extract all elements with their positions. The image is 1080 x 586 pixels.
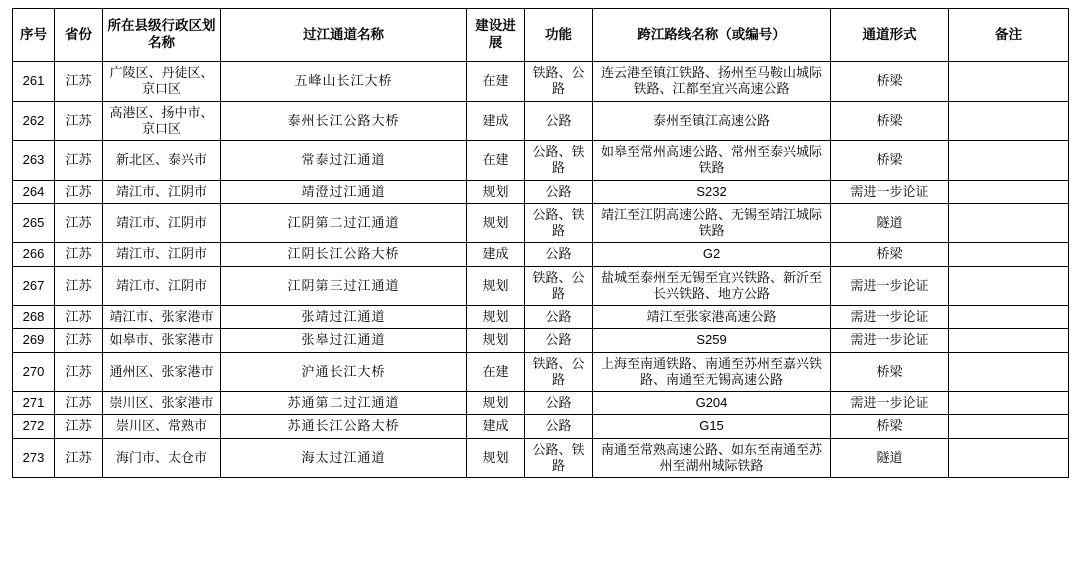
cell-note [949,438,1069,478]
cell-note [949,180,1069,203]
cell-index: 269 [13,329,55,352]
header-name: 过江通道名称 [221,9,467,62]
table-row [13,203,1069,243]
cell-name: 靖澄过江通道 [221,180,467,203]
cell-area: 新北区、泰兴市 [103,141,221,181]
cell-province: 江苏 [55,392,103,415]
cell-index: 262 [13,101,55,141]
cell-function: 公路 [525,306,593,329]
cell-line: 上海至南通铁路、南通至苏州至嘉兴铁路、南通至无锡高速公路 [593,352,831,392]
cell-name: 张皋过江通道 [221,329,467,352]
header-area: 所在县级行政区划名称 [103,9,221,62]
table-row [13,141,1069,181]
cell-form: 需进一步论证 [831,266,949,306]
cell-note [949,243,1069,266]
cell-index: 272 [13,415,55,438]
cell-function: 铁路、公路 [525,352,593,392]
cell-index: 271 [13,392,55,415]
cell-note [949,392,1069,415]
cell-note [949,306,1069,329]
cell-note [949,266,1069,306]
cell-progress: 建成 [467,101,525,141]
table-row [13,352,1069,392]
cell-index: 273 [13,438,55,478]
cell-line: 泰州至镇江高速公路 [593,101,831,141]
cell-area: 靖江市、江阴市 [103,266,221,306]
header-form: 通道形式 [831,9,949,62]
header-province: 省份 [55,9,103,62]
table-header-row [13,9,1069,62]
header-index: 序号 [13,9,55,62]
cell-progress: 规划 [467,180,525,203]
cell-province: 江苏 [55,306,103,329]
cell-function: 公路 [525,329,593,352]
cell-form: 桥梁 [831,415,949,438]
cell-name: 苏通第二过江通道 [221,392,467,415]
cell-note [949,62,1069,102]
cell-progress: 建成 [467,415,525,438]
header-progress: 建设进展 [467,9,525,62]
cell-area: 靖江市、张家港市 [103,306,221,329]
cell-province: 江苏 [55,415,103,438]
cell-progress: 规划 [467,329,525,352]
cell-area: 海门市、太仓市 [103,438,221,478]
table-row [13,180,1069,203]
cell-name: 海太过江通道 [221,438,467,478]
cell-line: G15 [593,415,831,438]
cell-note [949,141,1069,181]
cell-progress: 规划 [467,203,525,243]
cell-index: 268 [13,306,55,329]
table-row [13,243,1069,266]
cell-note [949,203,1069,243]
cell-line: 连云港至镇江铁路、扬州至马鞍山城际铁路、江都至宜兴高速公路 [593,62,831,102]
cell-note [949,415,1069,438]
cell-name: 张靖过江通道 [221,306,467,329]
cell-function: 公路 [525,101,593,141]
table-row [13,101,1069,141]
cell-province: 江苏 [55,203,103,243]
cell-name: 苏通长江公路大桥 [221,415,467,438]
cell-form: 桥梁 [831,141,949,181]
cell-progress: 规划 [467,306,525,329]
cell-line: 盐城至泰州至无锡至宜兴铁路、新沂至长兴铁路、地方公路 [593,266,831,306]
cell-province: 江苏 [55,329,103,352]
table-row [13,329,1069,352]
cell-index: 265 [13,203,55,243]
header-line: 跨江路线名称（或编号） [593,9,831,62]
cell-form: 桥梁 [831,62,949,102]
cell-form: 桥梁 [831,243,949,266]
cell-name: 常泰过江通道 [221,141,467,181]
table-row [13,415,1069,438]
cell-name: 江阴长江公路大桥 [221,243,467,266]
cell-progress: 规划 [467,266,525,306]
cell-line: 靖江至江阴高速公路、无锡至靖江城际铁路 [593,203,831,243]
cell-progress: 建成 [467,243,525,266]
cell-area: 靖江市、江阴市 [103,180,221,203]
cell-form: 需进一步论证 [831,392,949,415]
river-crossing-table [12,8,1069,478]
cell-index: 267 [13,266,55,306]
cell-function: 铁路、公路 [525,62,593,102]
header-note: 备注 [949,9,1069,62]
cell-index: 266 [13,243,55,266]
cell-area: 广陵区、丹徒区、京口区 [103,62,221,102]
document-page [0,8,1080,586]
table-row [13,306,1069,329]
cell-province: 江苏 [55,62,103,102]
cell-progress: 在建 [467,352,525,392]
cell-function: 公路、铁路 [525,141,593,181]
cell-area: 靖江市、江阴市 [103,243,221,266]
table-row [13,62,1069,102]
cell-line: S232 [593,180,831,203]
header-function: 功能 [525,9,593,62]
cell-province: 江苏 [55,243,103,266]
cell-line: 如皋至常州高速公路、常州至泰兴城际铁路 [593,141,831,181]
cell-function: 公路 [525,392,593,415]
cell-progress: 在建 [467,62,525,102]
cell-area: 靖江市、江阴市 [103,203,221,243]
cell-line: G2 [593,243,831,266]
cell-area: 崇川区、张家港市 [103,392,221,415]
cell-index: 263 [13,141,55,181]
cell-function: 公路、铁路 [525,438,593,478]
cell-province: 江苏 [55,352,103,392]
cell-province: 江苏 [55,180,103,203]
cell-progress: 规划 [467,392,525,415]
cell-note [949,352,1069,392]
cell-note [949,101,1069,141]
cell-progress: 在建 [467,141,525,181]
cell-form: 桥梁 [831,101,949,141]
cell-progress: 规划 [467,438,525,478]
cell-form: 需进一步论证 [831,329,949,352]
cell-area: 通州区、张家港市 [103,352,221,392]
cell-name: 江阴第二过江通道 [221,203,467,243]
cell-area: 高港区、扬中市、京口区 [103,101,221,141]
cell-index: 264 [13,180,55,203]
cell-index: 270 [13,352,55,392]
cell-form: 需进一步论证 [831,306,949,329]
cell-form: 需进一步论证 [831,180,949,203]
cell-name: 江阴第三过江通道 [221,266,467,306]
cell-line: 南通至常熟高速公路、如东至南通至苏州至湖州城际铁路 [593,438,831,478]
cell-province: 江苏 [55,141,103,181]
cell-area: 崇川区、常熟市 [103,415,221,438]
cell-province: 江苏 [55,101,103,141]
cell-form: 隧道 [831,438,949,478]
cell-line: 靖江至张家港高速公路 [593,306,831,329]
table-row [13,438,1069,478]
cell-index: 261 [13,62,55,102]
cell-name: 五峰山长江大桥 [221,62,467,102]
cell-form: 隧道 [831,203,949,243]
cell-function: 铁路、公路 [525,266,593,306]
cell-name: 沪通长江大桥 [221,352,467,392]
cell-function: 公路 [525,180,593,203]
cell-function: 公路 [525,415,593,438]
cell-form: 桥梁 [831,352,949,392]
table-row [13,266,1069,306]
cell-province: 江苏 [55,266,103,306]
cell-note [949,329,1069,352]
cell-function: 公路 [525,243,593,266]
cell-province: 江苏 [55,438,103,478]
cell-line: G204 [593,392,831,415]
cell-function: 公路、铁路 [525,203,593,243]
cell-area: 如皋市、张家港市 [103,329,221,352]
cell-line: S259 [593,329,831,352]
table-row [13,392,1069,415]
cell-name: 泰州长江公路大桥 [221,101,467,141]
